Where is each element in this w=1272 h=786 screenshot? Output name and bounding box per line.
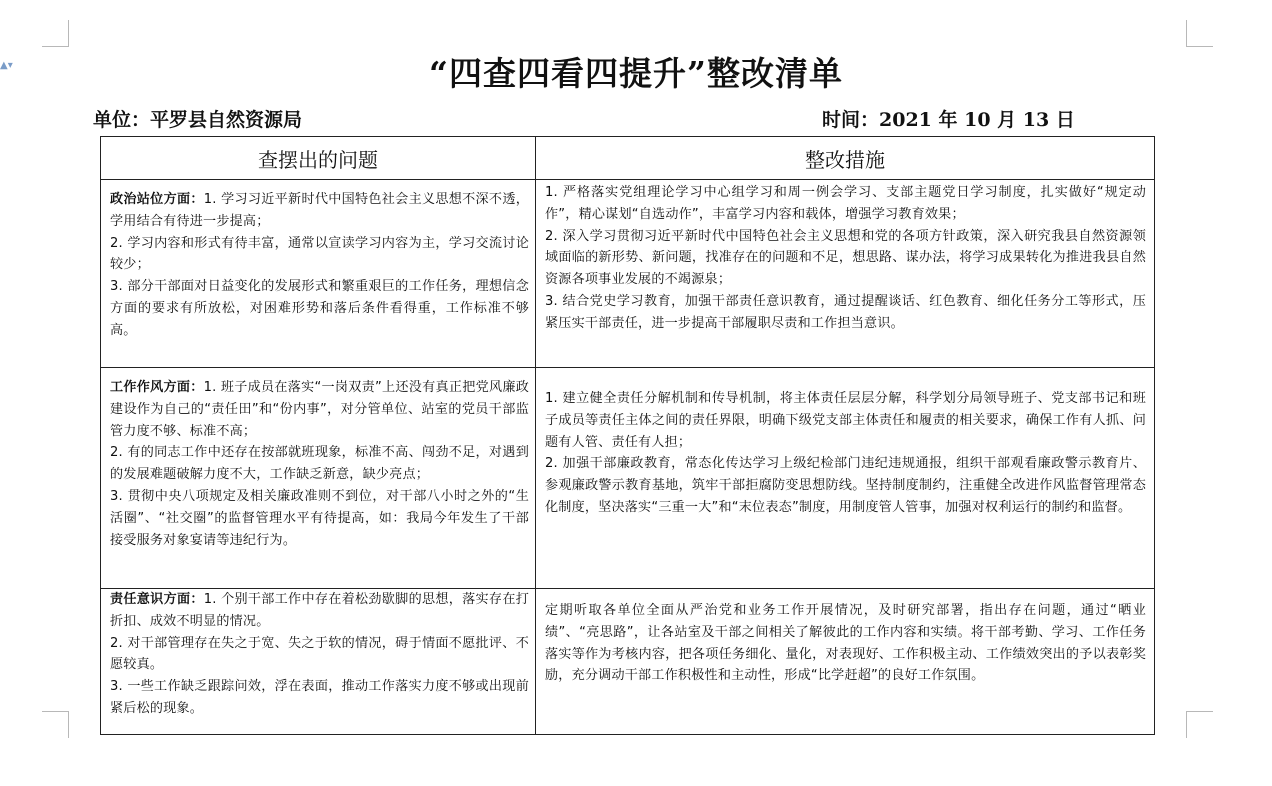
- problem-item: 1. 班子成员在落实“一岗双责”上还没有真正把党风廉政建设作为自己的“责任田”和“份内事”，对分管单位、站室的党员干部监管力度不够、标准不高；: [110, 380, 530, 439]
- measure-item: 2. 深入学习贯彻习近平新时代中国特色社会主义思想和党的各项方针政策，深入研究我县自然资源领域面临的新形势、新问题，找准存在的问题和不足，想思路、谋办法，将学习成果转化为推进我县自然资源各项事业发展的不竭源泉；: [545, 228, 1146, 288]
- table-row: [101, 589, 1155, 735]
- measure-item: 1. 建立健全责任分解机制和传导机制，将主体责任层层分解，科学划分局领导班子、党支部书记和班子成员等责任主体之间的责任界限，明确下级党支部主体责任和履责的相关要求，确保工作有人抓、问题有人管、责任有人担；: [545, 391, 1146, 450]
- document-title: “四查四看四提升”整改清单: [429, 54, 843, 93]
- category-label: 工作作风方面：: [110, 380, 204, 395]
- category-label: 政治站位方面：: [110, 192, 204, 207]
- rectification-table: [100, 136, 1155, 735]
- measures-cell: [536, 368, 1155, 589]
- measures-cell: [536, 589, 1155, 735]
- unit-label: 单位：平罗县自然资源局: [93, 109, 303, 131]
- measure-item: 定期听取各单位全面从严治党和业务工作开展情况，及时研究部署，指出存在问题，通过“晒业绩”、“亮思路”，让各站室及干部之间相关了解彼此的工作内容和实绩。将干部考勤、学习、工作任务落实等作为考核内容，把各项任务细化、量化，对表现好、工作积极主动、工作绩效突出的予以表彰奖励，充分调动干部工作积极性和主动性，形成“比学赶超”的良好工作氛围。: [545, 603, 1146, 684]
- paragraph-marker-icon[interactable]: ▲▾: [0, 60, 13, 71]
- measure-item: 1. 严格落实党组理论学习中心组学习和周一例会学习、支部主题党日学习制度，扎实做好“规定动作”，精心谋划“自选动作”，丰富学习内容和载体，增强学习教育效果；: [545, 185, 1146, 222]
- problem-item: 2. 有的同志工作中还存在按部就班现象，标准不高、闯劲不足，对遇到的发展难题破解力度不大，工作缺乏新意，缺少亮点；: [110, 445, 529, 483]
- measures-cell: [536, 180, 1155, 368]
- problems-cell: [101, 368, 536, 589]
- header-problems: 查摆出的问题: [101, 137, 536, 180]
- problem-item: 3. 一些工作缺乏跟踪问效，浮在表面，推动工作落实力度不够或出现前紧后松的现象。: [110, 679, 529, 716]
- problem-item: 1. 个别干部工作中存在着松劲歇脚的思想，落实存在打折扣、成效不明显的情况。: [110, 592, 530, 629]
- header-measures: 整改措施: [536, 137, 1155, 180]
- measure-item: 3. 结合党史学习教育，加强干部责任意识教育，通过提醒谈话、红色教育、细化任务分工等形式，压紧压实干部责任，进一步提高干部履职尽责和工作担当意识。: [545, 293, 1146, 331]
- crop-mark-bottom-right: [1186, 711, 1213, 738]
- table-row: [101, 368, 1155, 589]
- problem-item: 3. 部分干部面对日益变化的发展形式和繁重艰巨的工作任务，理想信念方面的要求有所放松，对困难形势和落后条件看得重，工作标准不够高。: [110, 279, 529, 338]
- date-label: 时间：2021 年 10 月 13 日: [822, 109, 1075, 131]
- crop-mark-bottom-left: [42, 711, 69, 738]
- problem-item: 1. 学习习近平新时代中国特色社会主义思想不深不透，学用结合有待进一步提高；: [110, 192, 530, 229]
- problems-cell: [101, 180, 536, 368]
- table-row: [101, 180, 1155, 368]
- category-label: 责任意识方面：: [110, 592, 204, 607]
- measure-item: 2. 加强干部廉政教育，常态化传达学习上级纪检部门违纪违规通报，组织干部观看廉政警示教育片、参观廉政警示教育基地，筑牢干部拒腐防变思想防线。坚持制度制约，注重健全改进作风监督管理常态化制度，坚决落实“三重一大”和“末位表态”制度，用制度管人管事，加强对权利运行的制约和监督。: [545, 456, 1146, 515]
- crop-mark-top-left: [42, 20, 69, 47]
- table-header-row: [101, 137, 1155, 180]
- problems-cell: [101, 589, 536, 735]
- crop-mark-top-right: [1186, 20, 1213, 47]
- problem-item: 2. 学习内容和形式有待丰富，通常以宣读学习内容为主，学习交流讨论较少；: [110, 235, 529, 273]
- problem-item: 3. 贯彻中央八项规定及相关廉政准则不到位，对干部八小时之外的“生活圈”、“社交圈”的监督管理水平有待提高，如：我局今年发生了干部接受服务对象宴请等违纪行为。: [110, 488, 529, 548]
- problem-item: 2. 对干部管理存在失之于宽、失之于软的情况，碍于情面不愿批评、不愿较真。: [110, 635, 529, 673]
